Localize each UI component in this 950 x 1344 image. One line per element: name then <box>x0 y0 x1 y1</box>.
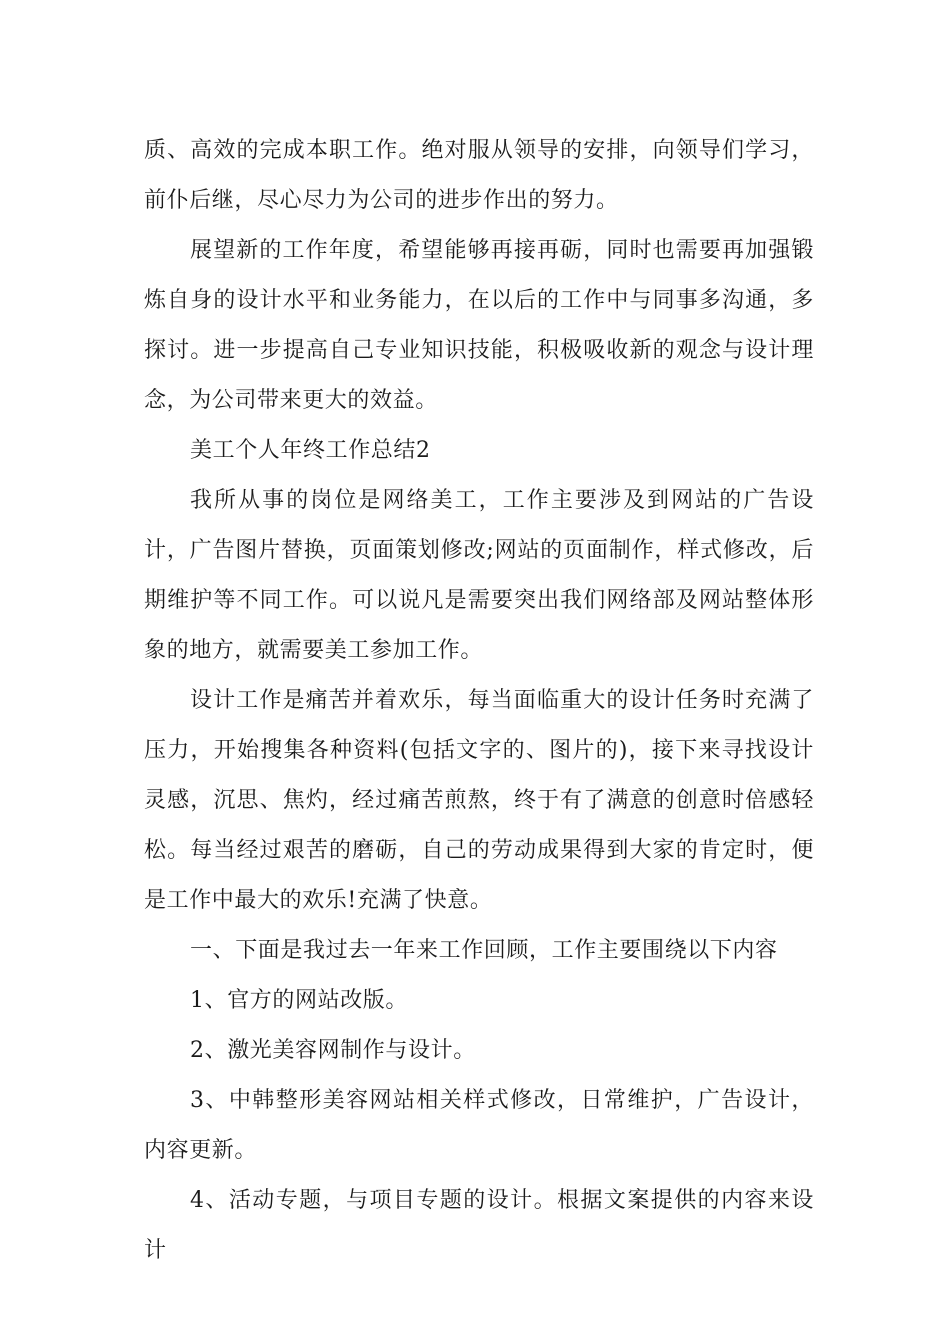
section-heading: 美工个人年终工作总结2 <box>190 438 431 463</box>
list-item-1: 1、官方的网站改版。 <box>190 988 408 1013</box>
paragraph-outlook: 展望新的工作年度，希望能够再接再砺，同时也需要再加强锻炼自身的设计水平和业务能力，在以后的工作中与同事多沟通，多探讨。进一步提高自己专业知识技能，积极吸收新的观念与设计理念，为公司带来更大的效益。 <box>144 238 814 413</box>
paragraph-continuation: 质、高效的完成本职工作。绝对服从领导的安排，向领导们学习，前仆后继，尽心尽力为公司的进步作出的努力。 <box>144 138 814 213</box>
list-item-2: 2、激光美容网制作与设计。 <box>190 1038 476 1063</box>
list-item-3: 3、中韩整形美容网站相关样式修改，日常维护，广告设计，内容更新。 <box>144 1088 814 1163</box>
paragraph-review-intro: 一、下面是我过去一年来工作回顾，工作主要围绕以下内容 <box>190 938 778 963</box>
paragraph-design-work: 设计工作是痛苦并着欢乐，每当面临重大的设计任务时充满了压力，开始搜集各种资料(包括文字的、图片的)，接下来寻找设计灵感，沉思、焦灼，经过痛苦煎熬，终于有了满意的创意时倍感轻松。每当经过艰苦的磨砺，自己的劳动成果得到大家的肯定时，便是工作中最大的欢乐!充满了快意。 <box>144 688 814 913</box>
paragraph-role: 我所从事的岗位是网络美工，工作主要涉及到网站的广告设计，广告图片替换，页面策划修改;网站的页面制作，样式修改，后期维护等不同工作。可以说凡是需要突出我们网络部及网站整体形象的地方，就需要美工参加工作。 <box>144 488 814 663</box>
document-body <box>144 126 814 1276</box>
list-item-4: 4、活动专题，与项目专题的设计。根据文案提供的内容来设计 <box>144 1188 814 1263</box>
